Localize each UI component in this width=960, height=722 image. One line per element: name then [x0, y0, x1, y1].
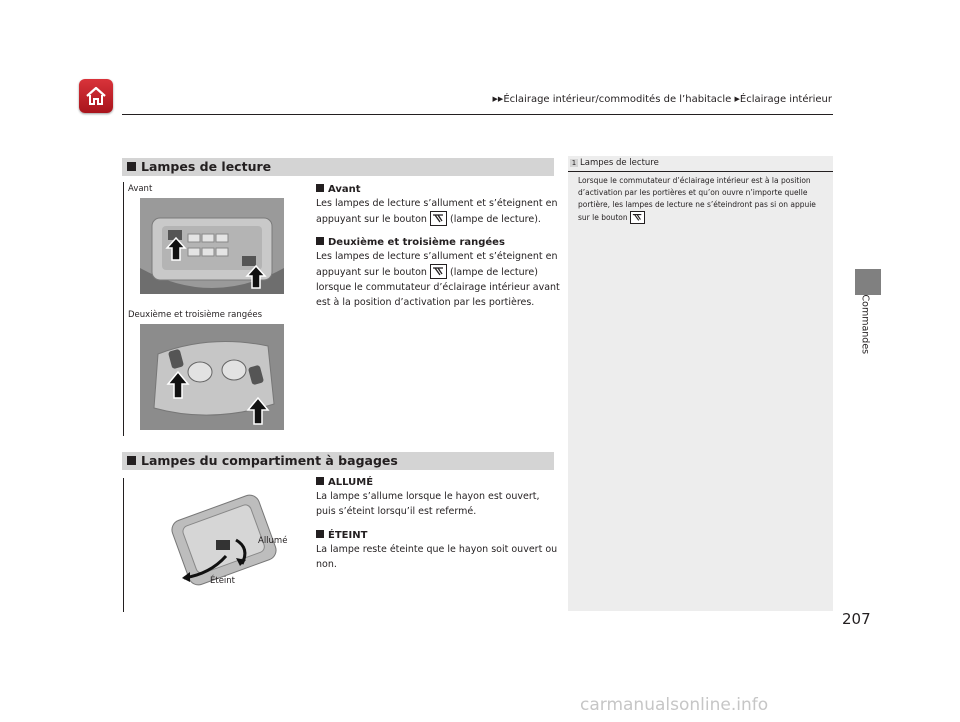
fig-label-on: Allumé: [258, 536, 288, 546]
body-front: Les lampes de lecture s’allument et s’éteignent en appuyant sur le bouton (lampe de lecture).: [316, 198, 558, 225]
subheading-front: Avant: [316, 184, 361, 195]
sidebar-divider: [568, 171, 833, 172]
sidebar-text: Lorsque le commutateur d’éclairage intérieur est à la position d’activation par les portières et qu’on ouvre n’importe quelle portière, les lampes de lecture ne s’éteindront pas si on appuie sur le bouton: [578, 176, 816, 222]
header-divider: [122, 114, 833, 115]
breadcrumb-item-2[interactable]: Éclairage intérieur: [739, 94, 832, 105]
chapter-tab[interactable]: [855, 269, 881, 295]
reading-figure: [123, 182, 263, 436]
sidebar-note: [568, 156, 833, 611]
reading-lamp-icon: [430, 264, 447, 279]
home-button[interactable]: [79, 79, 113, 113]
body-rear: Les lampes de lecture s’allument et s’éteignent en appuyant sur le bouton (lampe de lecture) lorsque le commutateur d’éclairage intérieur avant est à la position d’activation par les portières.: [316, 251, 560, 308]
fig-label-off: Éteint: [210, 576, 236, 586]
fig-label-rear: Deuxième et troisième rangées: [128, 310, 263, 320]
rear-console-photo: [140, 324, 284, 430]
body-on: La lampe s’allume lorsque le hayon est ouvert, puis s’éteint lorsqu’il est refermé.: [316, 491, 540, 517]
sidebar-title: 1 Lampes de lecture: [571, 158, 659, 168]
subheading-rear: Deuxième et troisième rangées: [316, 237, 505, 248]
breadcrumb: ▶▶Éclairage intérieur/commodités de l’habitacle ▶Éclairage intérieur: [492, 94, 832, 105]
section-heading-reading: Lampes de lecture: [122, 158, 554, 176]
reading-lamp-icon: [630, 211, 645, 224]
page-number: 207: [842, 610, 871, 628]
subheading-off: ÉTEINT: [316, 530, 367, 541]
body-off: La lampe reste éteinte que le hayon soit ouvert ou non.: [316, 544, 558, 570]
home-icon: [84, 84, 108, 108]
cargo-figure: [123, 478, 288, 612]
subheading-on: ALLUMÉ: [316, 477, 373, 488]
reference-marker: 1: [571, 159, 577, 167]
fig-label-front: Avant: [128, 184, 153, 194]
chapter-label: Commandes: [859, 294, 871, 355]
breadcrumb-item-1[interactable]: Éclairage intérieur/commodités de l’habitacle: [503, 94, 732, 105]
reading-lamp-icon: [430, 211, 447, 226]
front-console-photo: [140, 198, 284, 294]
section-heading-cargo: Lampes du compartiment à bagages: [122, 452, 554, 470]
watermark: carmanualsonline.info: [580, 695, 769, 715]
